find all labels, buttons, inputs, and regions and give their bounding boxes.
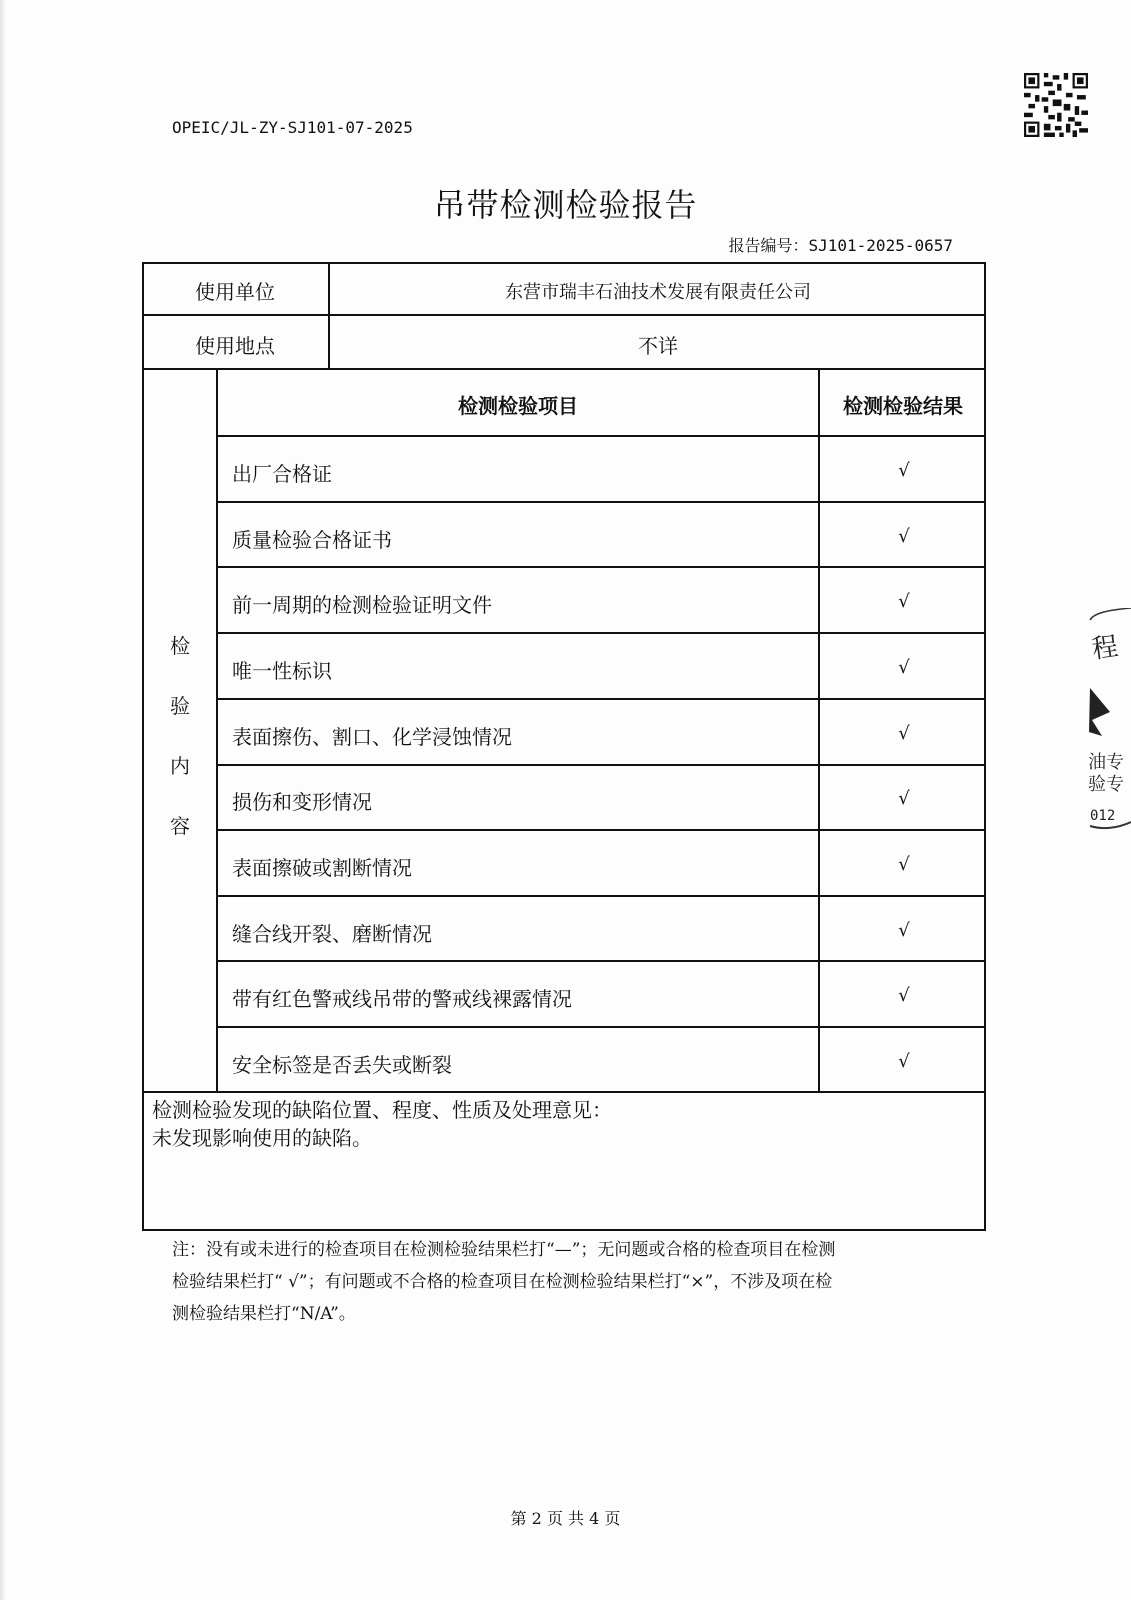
stamp-text: 油专	[1088, 752, 1124, 773]
row-divider	[216, 960, 986, 962]
item-name: 缝合线开裂、磨断情况	[232, 922, 432, 946]
note-line: 注：没有或未进行的检查项目在检测检验结果栏打“—”；无问题或合格的检查项目在检测	[172, 1240, 836, 1260]
item-name: 唯一性标识	[232, 659, 332, 683]
row-divider	[142, 314, 986, 316]
col-divider	[818, 368, 820, 1091]
item-result: √	[898, 788, 910, 809]
items-header: 检测检验项目	[458, 394, 578, 418]
item-name: 损伤和变形情况	[232, 790, 372, 814]
note-line: 测检验结果栏打“N/A”。	[172, 1304, 356, 1324]
item-result: √	[898, 526, 910, 547]
section-label-char: 验	[170, 694, 190, 718]
row-divider	[216, 829, 986, 831]
stamp-text: 012	[1090, 808, 1116, 824]
item-name: 带有红色警戒线吊带的警戒线裸露情况	[232, 987, 572, 1011]
use-place-value: 不详	[638, 334, 678, 358]
row-divider	[142, 368, 986, 370]
item-result: √	[898, 920, 910, 941]
section-label-char: 内	[170, 754, 190, 778]
item-result: √	[898, 723, 910, 744]
stamp-text: 验专	[1088, 774, 1124, 795]
use-unit-label: 使用单位	[195, 280, 275, 304]
item-name: 出厂合格证	[232, 462, 332, 486]
row-divider	[142, 1091, 986, 1093]
row-divider	[216, 698, 986, 700]
qr-code-icon	[1024, 73, 1088, 137]
stamp-text: 程	[1090, 631, 1121, 666]
col-divider	[216, 368, 218, 1091]
item-result: √	[898, 460, 910, 481]
report-number-value: SJ101-2025-0657	[808, 236, 953, 255]
note-line: 检验结果栏打“ √”；有问题或不合格的检查项目在检测检验结果栏打“×”，不涉及项在检	[172, 1272, 833, 1292]
findings-section	[152, 1096, 612, 1152]
item-name: 质量检验合格证书	[232, 528, 392, 552]
findings-label: 检测检验发现的缺陷位置、程度、性质及处理意见：	[152, 1098, 612, 1122]
document-code: OPEIC/JL-ZY-SJ101-07-2025	[172, 118, 413, 137]
section-label-char: 检	[170, 634, 190, 658]
item-result: √	[898, 985, 910, 1006]
report-number	[728, 233, 953, 256]
scan-edge	[0, 0, 6, 1600]
page-footer: 第 2 页 共 4 页	[510, 1509, 621, 1528]
report-number-label: 报告编号：	[728, 236, 809, 255]
note-section	[172, 1234, 962, 1330]
findings-value: 未发现影响使用的缺陷。	[152, 1126, 372, 1150]
row-divider	[216, 1026, 986, 1028]
item-result: √	[898, 591, 910, 612]
item-name: 前一周期的检测检验证明文件	[232, 593, 492, 617]
item-result: √	[898, 657, 910, 678]
row-divider	[216, 764, 986, 766]
item-name: 表面擦伤、割口、化学浸蚀情况	[232, 725, 512, 749]
item-name: 安全标签是否丢失或断裂	[232, 1053, 452, 1077]
use-place-label: 使用地点	[195, 334, 275, 358]
item-result: √	[898, 854, 910, 875]
report-title: 吊带检测检验报告	[433, 186, 698, 224]
item-result: √	[898, 1051, 910, 1072]
row-divider	[216, 632, 986, 634]
row-divider	[216, 895, 986, 897]
item-name: 表面擦破或割断情况	[232, 856, 412, 880]
row-divider	[216, 566, 986, 568]
row-divider	[216, 435, 986, 437]
seal-stamp-icon	[1088, 608, 1131, 838]
section-label-char: 容	[170, 814, 190, 838]
row-divider	[216, 501, 986, 503]
results-header: 检测检验结果	[843, 394, 963, 418]
use-unit-value: 东营市瑞丰石油技术发展有限责任公司	[505, 282, 811, 303]
